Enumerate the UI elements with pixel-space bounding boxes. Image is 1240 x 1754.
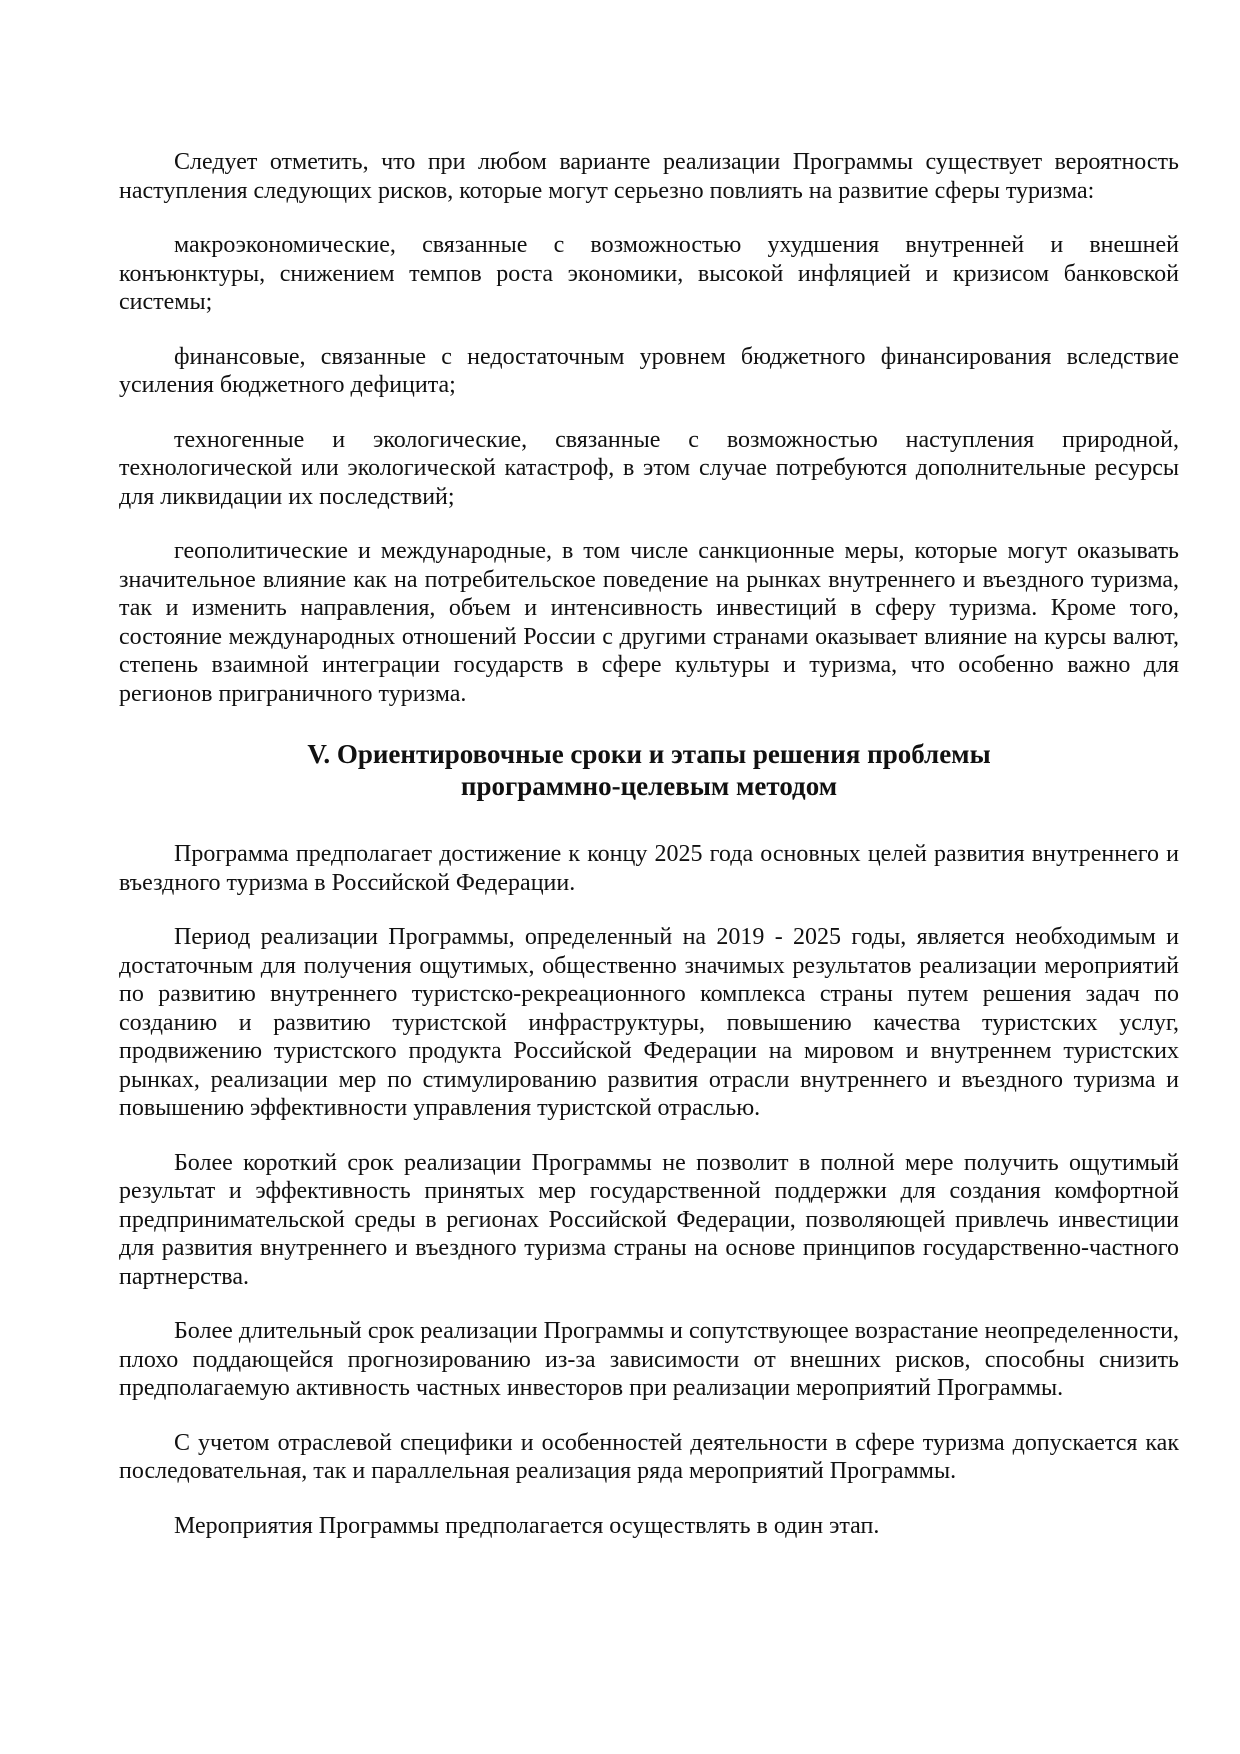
paragraph-risk-financial: финансовые, связанные с недостаточным уровнем бюджетного финансирования вследствие усиления бюджетного дефицита; xyxy=(119,343,1179,398)
document-page xyxy=(119,148,1179,1566)
paragraph-shorter-term: Более короткий срок реализации Программы не позволит в полной мере получить ощутимый результат и эффективность принятых мер государственной поддержки для создания комфортной предпринимательской среды в регионах Российской Федерации, позволяющей привлечь инвестиции для развития внутреннего и въездного туризма страны на основе принципов государственно-частного партнерства. xyxy=(119,1149,1179,1290)
paragraph-risk-geopolitical: геополитические и международные, в том числе санкционные меры, которые могут оказывать значительное влияние как на потребительское поведение на рынках внутреннего и въездного туризма, так и изменить направления, объем и интенсивность инвестиций в сферу туризма. Кроме того, состояние международных отношений России с другими странами оказывает влияние на курсы валют, степень взаимной интеграции государств в сфере культуры и туризма, что особенно важно для регионов приграничного туризма. xyxy=(119,538,1179,707)
section-heading xyxy=(119,738,1179,802)
paragraph-single-stage: Мероприятия Программы предполагается осуществлять в один этап. xyxy=(174,1512,880,1539)
section-heading-line-2: программно-целевым методом xyxy=(460,771,838,801)
paragraph-implementation-period: Период реализации Программы, определенный на 2019 - 2025 годы, является необходимым и достаточным для получения ощутимых, общественно значимых результатов реализации мероприятий по развитию внутреннего туристско-рекреационного комплекса страны путем решения задач по созданию и развитию туристской инфраструктуры, повышению качества туристских услуг, продвижению туристского продукта Российской Федерации на мировом и внутреннем туристских рынках, реализации мер по стимулированию развития отрасли внутреннего и въездного туризма и повышению эффективности управления туристской отраслью. xyxy=(119,924,1179,1121)
paragraph-sequential-parallel: С учетом отраслевой специфики и особенностей деятельности в сфере туризма допускается как последовательная, так и параллельная реализация ряда мероприятий Программы. xyxy=(119,1429,1179,1484)
paragraph-risk-macroeconomic: макроэкономические, связанные с возможностью ухудшения внутренней и внешней конъюнктуры, снижением темпов роста экономики, высокой инфляцией и кризисом банковской системы; xyxy=(119,232,1179,315)
paragraph-risk-technogenic: техногенные и экологические, связанные с возможностью наступления природной, технологической или экологической катастроф, в этом случае потребуются дополнительные ресурсы для ликвидации их последствий; xyxy=(119,426,1179,510)
paragraph-longer-term: Более длительный срок реализации Программы и сопутствующее возрастание неопределенности, плохо поддающейся прогнозированию из-за зависимости от внешних рисков, способны снизить предполагаемую активность частных инвесторов при реализации мероприятий Программы. xyxy=(119,1318,1179,1401)
paragraph-program-goal: Программа предполагает достижение к концу 2025 года основных целей развития внутреннего и въездного туризма в Российской Федерации. xyxy=(119,841,1179,896)
section-heading-line-1: V. Ориентировочные сроки и этапы решения проблемы xyxy=(307,739,991,769)
paragraph-risks-intro: Следует отметить, что при любом варианте реализации Программы существует вероятность наступления следующих рисков, которые могут серьезно повлиять на развитие сферы туризма: xyxy=(119,149,1179,204)
